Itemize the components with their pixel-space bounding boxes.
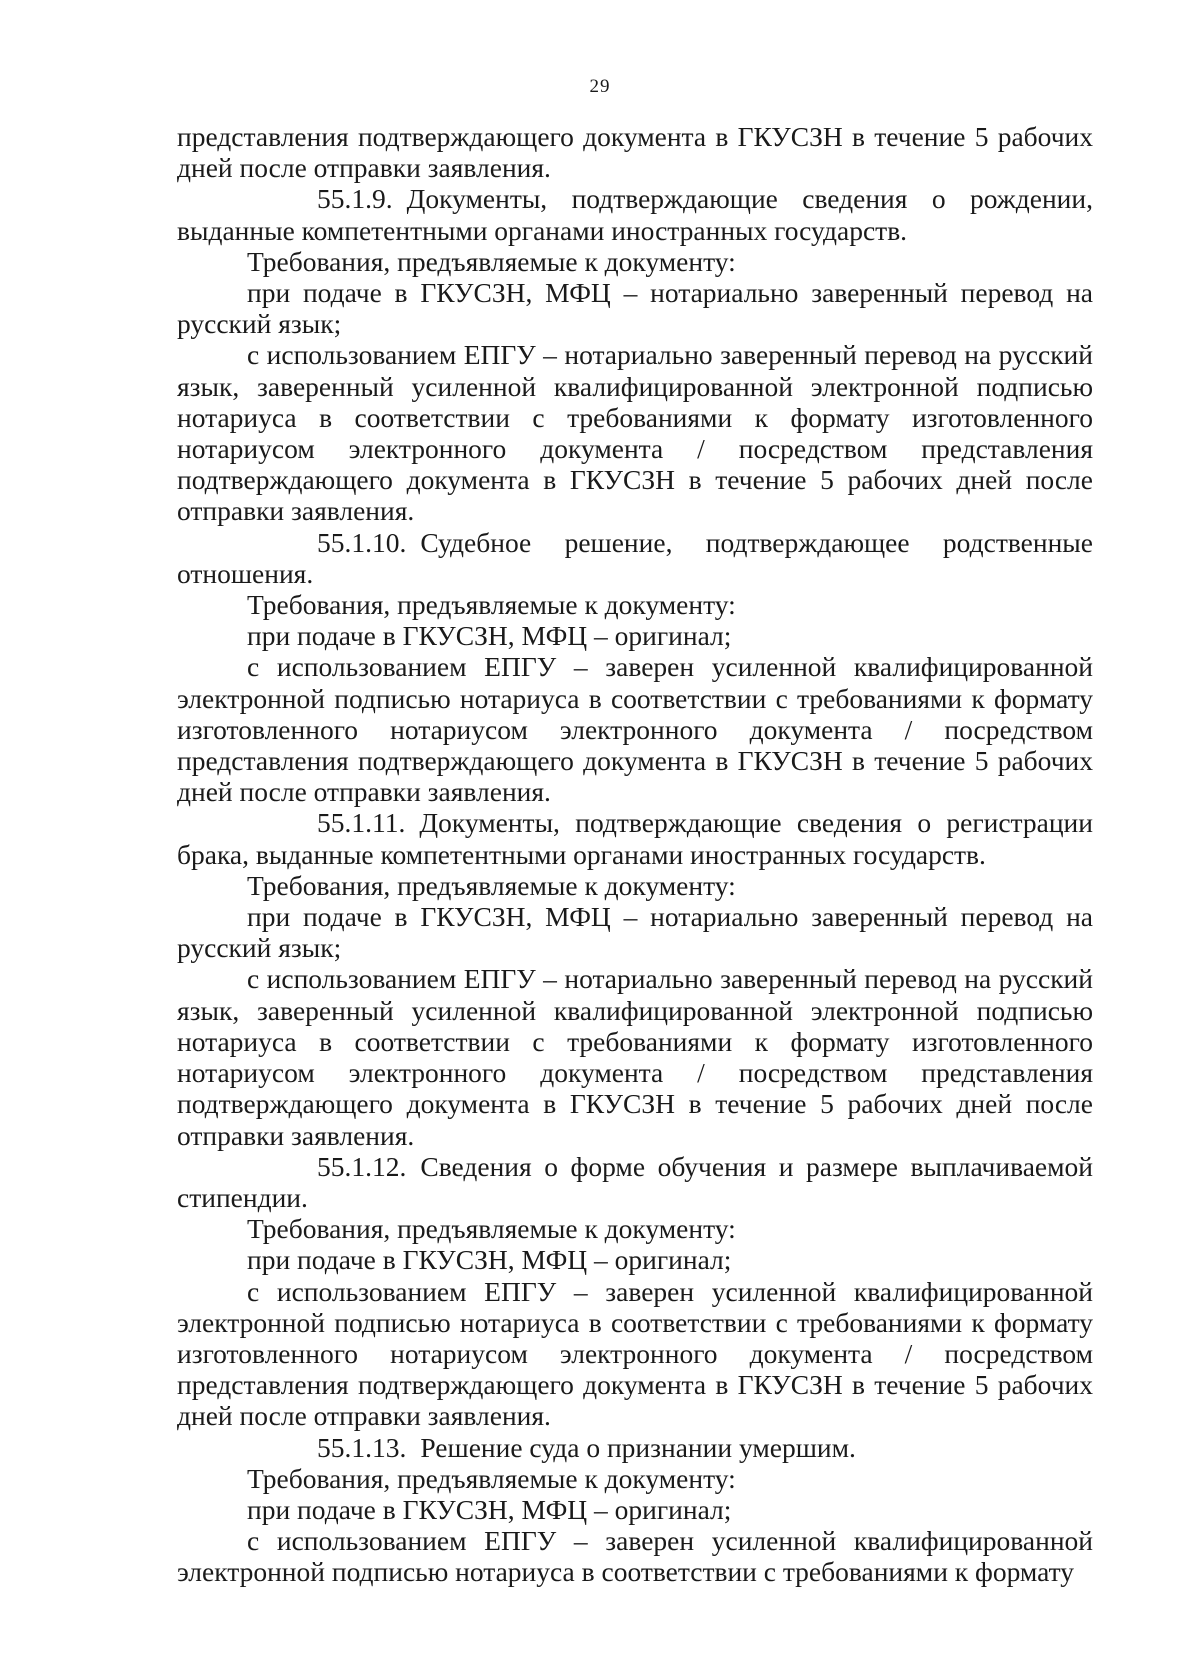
paragraph-text: с использованием ЕПГУ – заверен усиленной квалифицированной электронной подписью нотариуса в соответствии с требованиями к формату: [177, 1525, 1093, 1588]
paragraph-text: с использованием ЕПГУ – заверен усиленной квалифицированной электронной подписью нотариуса в соответствии с требованиями к формату изготовленного нотариусом электронного документа / посредством представления подтверждающего документа в ГКУСЗН в течение 5 рабочих дней после отправки заявления.: [177, 1275, 1093, 1432]
body-paragraph: [177, 121, 1093, 183]
section-paragraph: [177, 527, 1093, 589]
paragraph-text: с использованием ЕПГУ – нотариально заверенный перевод на русский язык, заверенный усиленной квалифицированной электронной подписью нотариуса в соответствии с требованиями к формату изготовленного нотариусом электронного документа / посредством представления подтверждающего документа в ГКУСЗН в течение 5 рабочих дней после отправки заявления.: [177, 339, 1093, 527]
section-number: 55.1.13.: [317, 1431, 407, 1463]
paragraph-text: Требования, предъявляемые к документу:: [247, 245, 736, 277]
paragraph-text: при подаче в ГКУСЗН, МФЦ – нотариально заверенный перевод на русский язык;: [177, 277, 1093, 340]
body-paragraph: [177, 1463, 1093, 1494]
body-paragraph: [177, 901, 1093, 963]
section-number: 55.1.9.: [317, 183, 393, 215]
body-paragraph: [177, 339, 1093, 526]
body-paragraph: [177, 277, 1093, 339]
body-paragraph: [177, 589, 1093, 620]
section-paragraph: [177, 1151, 1093, 1213]
paragraph-text: Требования, предъявляемые к документу:: [247, 589, 736, 621]
paragraph-text: при подаче в ГКУСЗН, МФЦ – оригинал;: [247, 1493, 732, 1525]
body-paragraph: [177, 870, 1093, 901]
document-body: [177, 121, 1093, 1588]
body-paragraph: [177, 651, 1093, 807]
paragraph-text: Требования, предъявляемые к документу:: [247, 1213, 736, 1245]
paragraph-text: при подаче в ГКУСЗН, МФЦ – оригинал;: [247, 1244, 732, 1276]
paragraph-text: Решение суда о признании умершим.: [420, 1431, 856, 1463]
body-paragraph: [177, 1525, 1093, 1587]
paragraph-text: представления подтверждающего документа в ГКУСЗН в течение 5 рабочих дней после отправки заявления.: [177, 121, 1093, 184]
paragraph-text: Документы, подтверждающие сведения о рождении, выданные компетентными органами иностранных государств.: [177, 183, 1093, 246]
paragraph-text: с использованием ЕПГУ – нотариально заверенный перевод на русский язык, заверенный усиленной квалифицированной электронной подписью нотариуса в соответствии с требованиями к формату изготовленного нотариусом электронного документа / посредством представления подтверждающего документа в ГКУСЗН в течение 5 рабочих дней после отправки заявления.: [177, 963, 1093, 1151]
body-paragraph: [177, 620, 1093, 651]
section-paragraph: [177, 807, 1093, 869]
paragraph-text: с использованием ЕПГУ – заверен усиленной квалифицированной электронной подписью нотариуса в соответствии с требованиями к формату изготовленного нотариусом электронного документа / посредством представления подтверждающего документа в ГКУСЗН в течение 5 рабочих дней после отправки заявления.: [177, 651, 1093, 808]
section-paragraph: [177, 1432, 1093, 1463]
section-number: 55.1.10.: [317, 526, 407, 558]
body-paragraph: [177, 1244, 1093, 1275]
section-paragraph: [177, 183, 1093, 245]
body-paragraph: [177, 246, 1093, 277]
paragraph-text: Судебное решение, подтверждающее родственные отношения.: [177, 526, 1093, 589]
section-number: 55.1.11.: [317, 807, 406, 839]
paragraph-text: Документы, подтверждающие сведения о регистрации брака, выданные компетентными органами иностранных государств.: [177, 807, 1093, 870]
body-paragraph: [177, 1213, 1093, 1244]
body-paragraph: [177, 963, 1093, 1150]
paragraph-text: при подаче в ГКУСЗН, МФЦ – нотариально заверенный перевод на русский язык;: [177, 901, 1093, 964]
page-number: 29: [589, 76, 611, 97]
paragraph-text: Требования, предъявляемые к документу:: [247, 869, 736, 901]
paragraph-text: Сведения о форме обучения и размере выплачиваемой стипендии.: [177, 1150, 1093, 1213]
body-paragraph: [177, 1494, 1093, 1525]
body-paragraph: [177, 1276, 1093, 1432]
paragraph-text: при подаче в ГКУСЗН, МФЦ – оригинал;: [247, 620, 732, 652]
section-number: 55.1.12.: [317, 1150, 407, 1182]
paragraph-text: Требования, предъявляемые к документу:: [247, 1462, 736, 1494]
